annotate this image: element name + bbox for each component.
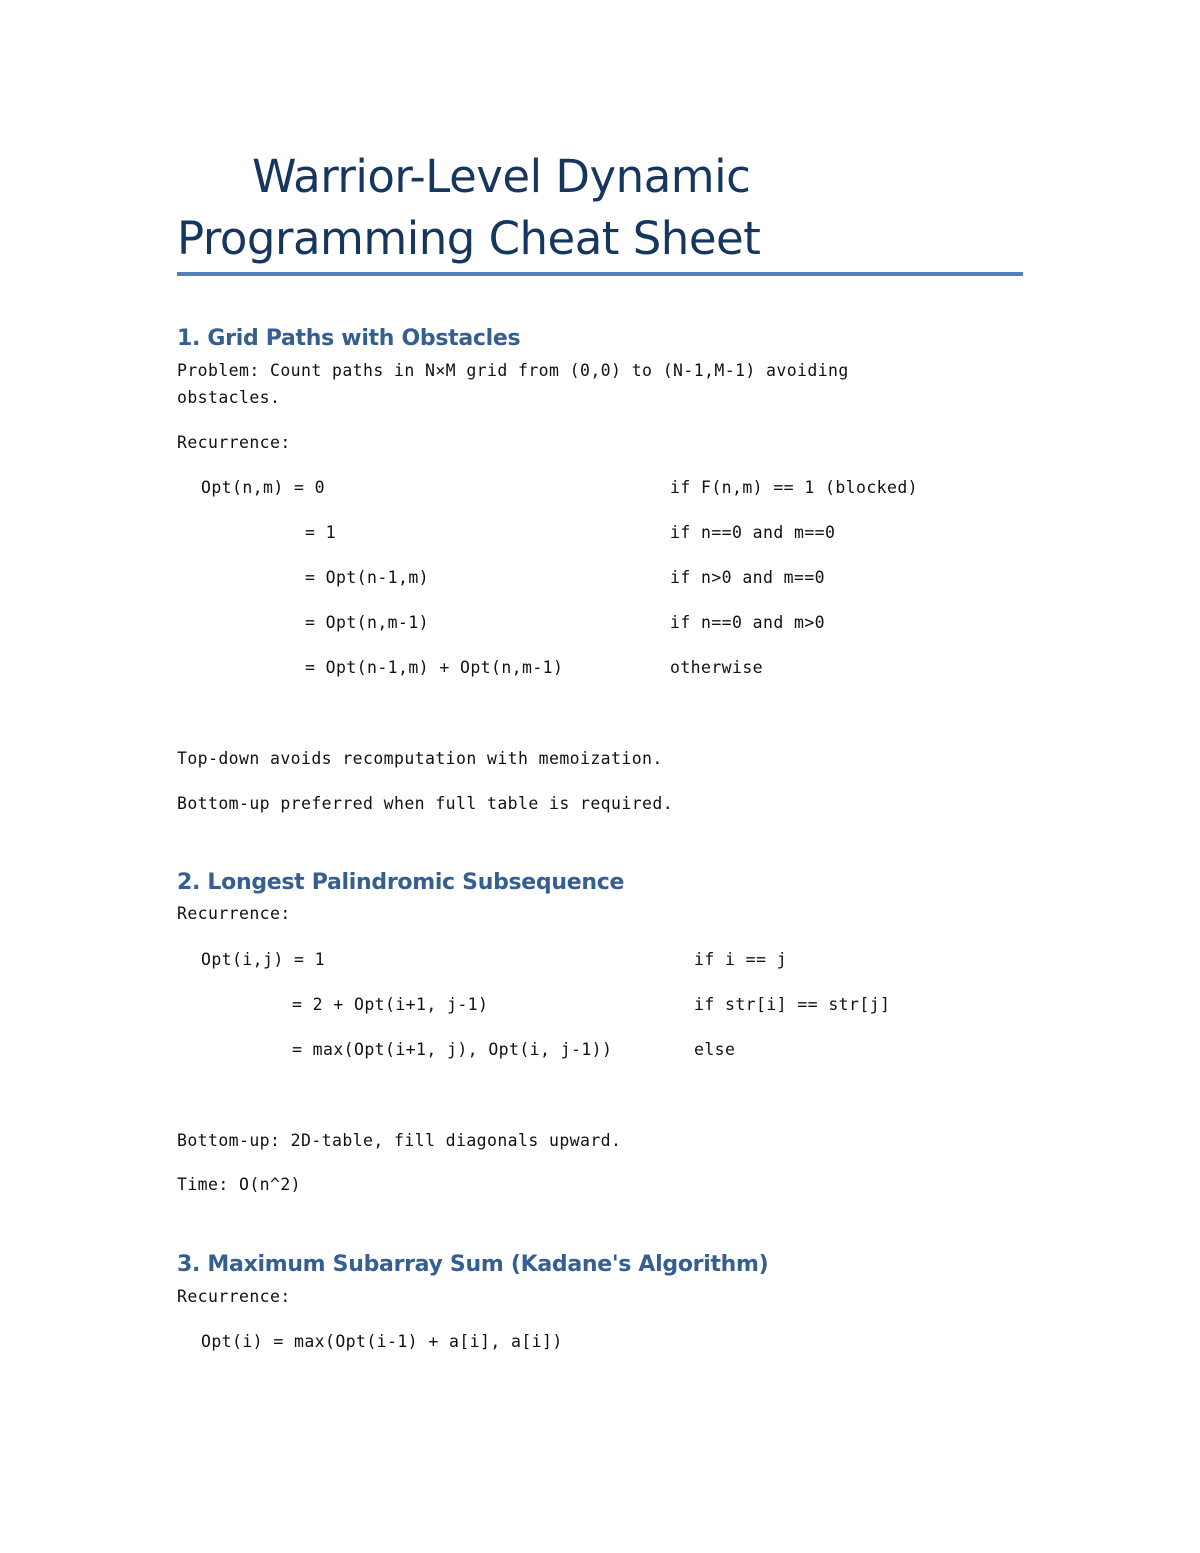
section-2-recurrence-expr: = 2 + Opt(i+1, j-1)	[292, 995, 489, 1014]
section-1-recurrence-expr: = Opt(n-1,m)	[305, 568, 430, 587]
section-2-recurrence-label: Recurrence:	[177, 904, 291, 923]
section-1-recurrence-expr: = Opt(n-1,m) + Opt(n,m-1)	[305, 658, 564, 677]
section-2-recurrence-cond: else	[694, 1040, 736, 1059]
section-1-problem-line-2: obstacles.	[177, 388, 281, 407]
section-2-heading: 2. Longest Palindromic Subsequence	[177, 870, 625, 895]
section-1-recurrence-cond: if n==0 and m==0	[670, 523, 836, 542]
section-2-note-2: Time: O(n^2)	[177, 1175, 302, 1194]
title-line-1: Warrior-Level Dynamic	[252, 150, 751, 203]
section-1-note-2: Bottom-up preferred when full table is required.	[177, 794, 674, 813]
section-1-recurrence-label: Recurrence:	[177, 433, 291, 452]
title-underline	[177, 272, 1023, 276]
section-3-recurrence-label: Recurrence:	[177, 1287, 291, 1306]
section-1-recurrence-cond: if n>0 and m==0	[670, 568, 826, 587]
section-3-recurrence-expr: Opt(i) = max(Opt(i-1) + a[i], a[i])	[201, 1332, 563, 1351]
section-1-note-1: Top-down avoids recomputation with memoization.	[177, 749, 663, 768]
title-line-2: Programming Cheat Sheet	[177, 212, 761, 265]
section-2-recurrence-cond: if str[i] == str[j]	[694, 995, 891, 1014]
section-1-recurrence-expr: = Opt(n,m-1)	[305, 613, 430, 632]
section-1-recurrence-expr: Opt(n,m) = 0	[201, 478, 326, 497]
section-1-recurrence-cond: if F(n,m) == 1 (blocked)	[670, 478, 919, 497]
section-2-recurrence-cond: if i == j	[694, 950, 788, 969]
section-1-recurrence-cond: if n==0 and m>0	[670, 613, 826, 632]
section-1-recurrence-cond: otherwise	[670, 658, 764, 677]
section-2-recurrence-expr: = max(Opt(i+1, j), Opt(i, j-1))	[292, 1040, 613, 1059]
section-1-recurrence-expr: = 1	[305, 523, 337, 542]
section-1-problem-line-1: Problem: Count paths in N×M grid from (0,0) to (N-1,M-1) avoiding	[177, 361, 849, 380]
section-2-recurrence-expr: Opt(i,j) = 1	[201, 950, 326, 969]
section-3-heading: 3. Maximum Subarray Sum (Kadane's Algorithm)	[177, 1252, 769, 1277]
document-title	[177, 146, 1023, 270]
section-1-heading: 1. Grid Paths with Obstacles	[177, 326, 521, 351]
section-2-note-1: Bottom-up: 2D-table, fill diagonals upward.	[177, 1131, 622, 1150]
